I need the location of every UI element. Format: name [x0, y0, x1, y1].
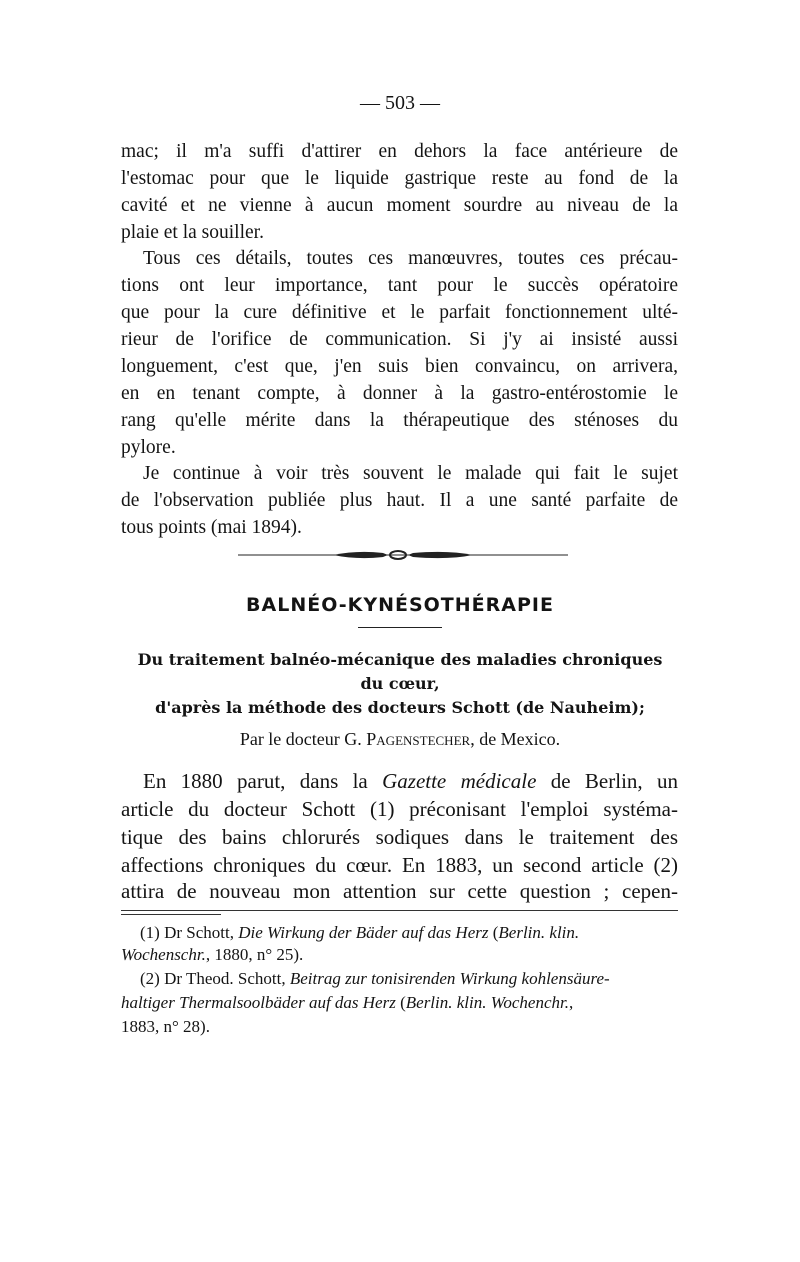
footnote-2-comma: , — [568, 993, 574, 1012]
subtitle-line-2: du cœur, — [360, 674, 440, 693]
paragraph-4-line-4: affections chroniques du cœur. En 1883, un second article (2) — [121, 853, 678, 877]
paragraph-1-line-4: plaie et la souiller. — [121, 222, 264, 243]
paragraph-4-line-3: tique des bains chlorurés sodiques dans le traitement des — [121, 825, 678, 849]
subtitle-line-3: d'après la méthode des docteurs Schott (de Nauheim); — [155, 698, 645, 717]
byline-prefix: Par le docteur G. — [239, 729, 367, 749]
paragraph-3-line-3: tous points (mai 1894). — [121, 517, 302, 538]
footnote-1-title: Die Wirkung der Bäder auf das Herz — [238, 923, 489, 942]
paragraph-1-line-1: mac; il m'a suffi d'attirer en dehors la face antérieure de — [121, 141, 678, 162]
page-number: — 503 — — [360, 92, 440, 114]
footnote-2-line-2 — [121, 991, 678, 1015]
paragraph-2-line-6: en en tenant compte, à donner à la gastro-entérostomie le — [121, 383, 678, 404]
footnote-rule-short — [121, 914, 221, 915]
footnote-1-line-1 — [140, 921, 678, 945]
paragraph-4-line-2: article du docteur Schott (1) préconisant l'emploi systéma- — [121, 797, 678, 821]
paragraph-2-line-3: que pour la cure définitive et le parfait fonctionnement ulté- — [121, 302, 678, 323]
paragraph-4-text-b: de Berlin, un — [536, 769, 679, 793]
paragraph-4-line-1 — [143, 768, 678, 794]
paragraph-4-text-a: En 1880 parut, dans la — [143, 769, 383, 793]
author-byline — [0, 729, 800, 750]
section-title: BALNÉO-KYNÉSOTHÉRAPIE — [246, 594, 554, 616]
ornamental-divider — [238, 548, 568, 562]
footnote-2-title: Beitrag zur tonisirenden Wirkung kohlensäure- — [289, 969, 610, 988]
footnote-1-author: (1) Dr Schott, — [140, 923, 239, 942]
paragraph-1-line-3: cavité et ne vienne à aucun moment sourdre au niveau de la — [121, 195, 678, 216]
footnote-2-line-1 — [140, 967, 678, 991]
footnote-1-line-2 — [121, 943, 678, 967]
footnote-2-title-cont: haltiger Thermalsoolbäder auf das Herz — [121, 993, 396, 1012]
paragraph-2-line-1: Tous ces détails, toutes ces manœuvres, toutes ces précau- — [143, 248, 678, 269]
paragraph-3-line-1: Je continue à voir très souvent le malade qui fait le sujet — [143, 463, 678, 484]
footnote-rule — [121, 910, 678, 911]
byline-suffix: , de Mexico. — [470, 729, 561, 749]
paragraph-3-line-2: de l'observation publiée plus haut. Il a une santé parfaite de — [121, 490, 678, 511]
paragraph-2-line-4: rieur de l'orifice de communication. Si j'y ai insisté aussi — [121, 329, 678, 350]
byline-author: Pagenstecher — [366, 729, 471, 749]
paragraph-1-line-2: l'estomac pour que le liquide gastrique reste au fond de la — [121, 168, 678, 189]
paragraph-2-line-7: rang qu'elle mérite dans la thérapeutique des sténoses du — [121, 410, 678, 431]
footnote-2-paren: ( — [395, 993, 406, 1012]
footnote-1-ref: , 1880, n° 25). — [205, 945, 304, 964]
footnote-2-journal: Berlin. klin. Wochenchr. — [405, 993, 569, 1012]
title-underline — [358, 627, 442, 628]
paragraph-4-line-5: attira de nouveau mon attention sur cette question ; cepen- — [121, 879, 678, 903]
journal-title: Gazette médicale — [382, 769, 537, 793]
paragraph-2-line-2: tions ont leur importance, tant pour le succès opératoire — [121, 275, 678, 296]
footnote-2-author: (2) Dr Theod. Schott, — [140, 969, 290, 988]
paragraph-2-line-5: longuement, c'est que, j'en suis bien convaincu, on arrivera, — [121, 356, 678, 377]
paragraph-2-line-8: pylore. — [121, 437, 176, 458]
subtitle-line-1: Du traitement balnéo-mécanique des maladies chroniques — [137, 650, 663, 669]
footnote-1-paren: ( — [488, 923, 499, 942]
footnote-1-journal: Berlin. klin. — [498, 923, 580, 942]
footnote-1-journal-cont: Wochenschr. — [121, 945, 206, 964]
footnote-2-line-3: 1883, n° 28). — [121, 1017, 210, 1036]
